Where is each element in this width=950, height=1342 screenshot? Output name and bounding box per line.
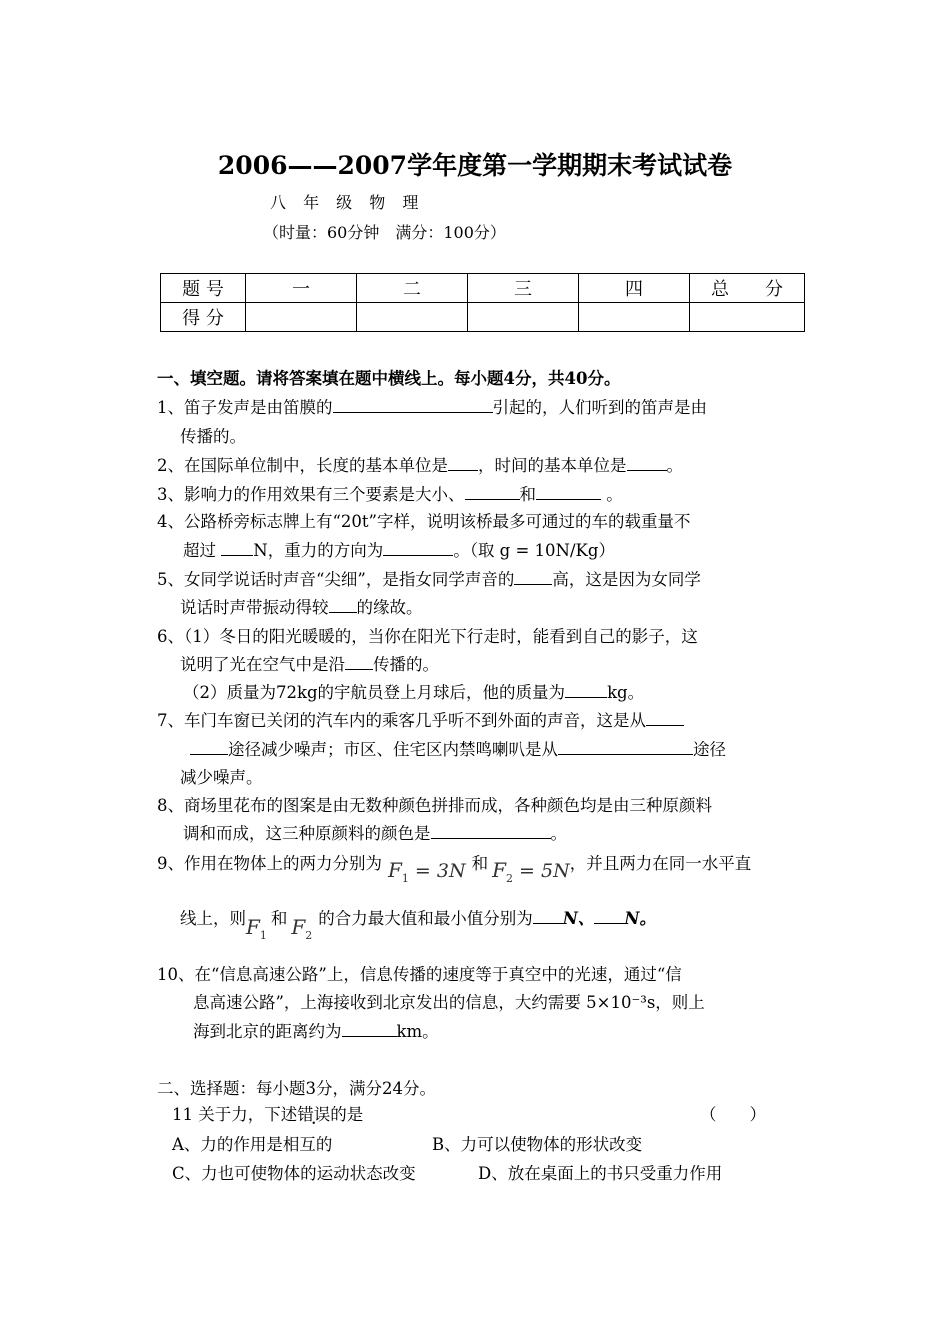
answer-blank[interactable] [383, 539, 453, 556]
text: = 5N [513, 860, 570, 882]
text: 。（取 g = 10N/Kg） [453, 541, 615, 560]
text: kg。 [607, 683, 645, 702]
text: 和 [471, 854, 489, 873]
question-11 [172, 1101, 363, 1125]
option-c[interactable]: C、力也可使物体的运动状态改变 [172, 1164, 416, 1183]
text: 。 [550, 824, 567, 843]
answer-blank[interactable] [190, 738, 228, 755]
score-cell[interactable] [357, 303, 468, 332]
answer-blank[interactable] [221, 539, 253, 556]
text: 和 [270, 909, 288, 928]
answer-blank[interactable] [646, 709, 684, 726]
question-4-cont [183, 537, 615, 561]
text: （2）质量为72kg的宇航员登上月球后，他的质量为 [183, 683, 566, 702]
text: 线上，则 [180, 909, 246, 928]
option-d[interactable]: D、放在桌面上的书只受重力作用 [478, 1164, 723, 1183]
text: 。 [601, 485, 623, 504]
text: 海到北京的距离约为 [193, 1022, 342, 1041]
text: 2、在国际单位制中，长度的基本单位是 [157, 456, 448, 475]
question-6: 6、（1）冬日的阳光暖暖的，当你在阳光下行走时，能看到自己的影子，这 [157, 627, 698, 646]
question-7-cont [190, 736, 726, 760]
question-4: 4、公路桥旁标志牌上有“20t”字样，说明该桥最多可通过的车的载重量不 [157, 512, 691, 531]
question-10-cont2 [193, 1018, 439, 1042]
answer-blank[interactable] [333, 396, 493, 413]
score-cell[interactable] [468, 303, 579, 332]
text: 5、女同学说话时声音“尖细”，是指女同学声音的 [157, 570, 515, 589]
text: 说话时声带振动得较 [180, 598, 329, 617]
text: 说明了光在空气中是沿 [180, 655, 345, 674]
text: km。 [396, 1022, 439, 1041]
question-8: 8、商场里花布的图案是由无数种颜色拼排而成，各种颜色均是由三种原颜料 [157, 796, 712, 815]
text: F [492, 858, 506, 882]
question-1-cont: 传播的。 [180, 427, 246, 446]
answer-blank[interactable] [627, 454, 667, 471]
formula-f1 [246, 915, 267, 942]
section2-heading: 二、选择题：每小题3分，满分24分。 [157, 1079, 436, 1098]
text: N，重力的方向为 [253, 541, 384, 560]
answer-blank[interactable] [558, 738, 693, 755]
question-7-cont2: 减少噪声。 [180, 768, 263, 787]
time-score: （时量：60分钟 满分：100分） [263, 223, 506, 242]
text: 的是 [330, 1105, 364, 1124]
text: 7、车门车窗已关闭的汽车内的乘客几乎听不到外面的声音，这是从 [157, 711, 646, 730]
text: 3、影响力的作用效果有三个要素是大小、 [157, 485, 465, 504]
text: 11 关于力，下述 [172, 1105, 298, 1124]
question-2 [157, 452, 683, 476]
text: 1 [259, 929, 267, 942]
table-cell: 二 [357, 274, 468, 303]
table-row [161, 303, 805, 332]
answer-blank[interactable] [342, 1020, 397, 1037]
answer-blank[interactable] [465, 483, 520, 500]
table-cell: 四 [579, 274, 690, 303]
text: 和 [519, 485, 536, 504]
question-8-cont [183, 820, 567, 844]
answer-blank[interactable] [594, 907, 624, 924]
text: 1、笛子发声是由笛膜的 [157, 398, 333, 417]
text: ，并且两力在同一水平直 [569, 854, 752, 873]
answer-blank[interactable] [431, 822, 551, 839]
score-cell[interactable] [690, 303, 805, 332]
question-6-cont [180, 651, 439, 675]
text: 调和而成，这三种原颜料的颜色是 [183, 824, 431, 843]
table-cell: 总 分 [690, 274, 805, 303]
answer-blank[interactable] [533, 907, 563, 924]
table-cell: 得 分 [161, 303, 246, 332]
text: 的合力最大值和最小值分别为 [318, 909, 533, 928]
answer-blank[interactable] [514, 568, 552, 585]
text: N。 [624, 909, 656, 928]
question-5-cont [180, 594, 423, 618]
score-cell[interactable] [579, 303, 690, 332]
formula-f2 [492, 858, 570, 885]
emphasis-text: 错误 [297, 1105, 331, 1124]
question-5 [157, 566, 701, 590]
question-6-part2 [183, 679, 644, 703]
text: = 3N [408, 860, 466, 882]
text: ，时间的基本单位是 [478, 456, 627, 475]
answer-blank[interactable] [448, 454, 478, 471]
option-b[interactable]: B、力可以使物体的形状改变 [432, 1135, 643, 1154]
text: 超过 [183, 541, 222, 560]
answer-bracket[interactable]: （ ） [700, 1105, 766, 1124]
score-cell[interactable] [246, 303, 357, 332]
text: F [291, 915, 306, 939]
page-title: 2006——2007学年度第一学期期末考试试卷 [217, 151, 733, 180]
table-cell: 一 [246, 274, 357, 303]
section1-heading: 一、填空题。请将答案填在题中横线上。每小题4分，共40分。 [157, 369, 621, 388]
answer-blank[interactable] [329, 596, 357, 613]
text: 2 [506, 872, 513, 885]
table-cell: 题 号 [161, 274, 246, 303]
question-9 [157, 850, 752, 885]
score-table [160, 273, 805, 332]
text: F [246, 915, 260, 939]
text: 途径 [693, 740, 726, 759]
formula-f2 [291, 915, 313, 942]
answer-blank[interactable] [345, 653, 373, 670]
text: F [388, 858, 402, 882]
question-10: 10、在“信息高速公路”上，信息传播的速度等于真空中的光速，通过“信 [157, 965, 682, 984]
text: 1 [401, 872, 409, 885]
formula-f1 [388, 858, 466, 885]
question-10-cont: 息高速公路”，上海接收到北京发出的信息，大约需要 5×10⁻³s，则上 [193, 993, 705, 1012]
text: 高，这是因为女同学 [552, 570, 701, 589]
question-1 [157, 394, 707, 418]
text: N、 [562, 909, 595, 928]
question-3 [157, 481, 623, 505]
table-row [161, 274, 805, 303]
text: 引起的，人们听到的笛声是由 [492, 398, 707, 417]
text: 的缘故。 [356, 598, 423, 617]
option-a[interactable]: A、力的作用是相互的 [172, 1135, 333, 1154]
text: 。 [666, 456, 683, 475]
text: 2 [305, 929, 313, 942]
table-cell: 三 [468, 274, 579, 303]
text: 传播的。 [373, 655, 439, 674]
text: 途径减少噪声；市区、住宅区内禁鸣喇叭是从 [228, 740, 558, 759]
answer-blank[interactable] [536, 483, 601, 500]
answer-blank[interactable] [565, 681, 607, 698]
question-7 [157, 707, 684, 731]
question-9-cont [180, 905, 656, 942]
grade-subject: 八 年 级 物 理 [270, 193, 425, 212]
text: 9、作用在物体上的两力分别为 [157, 854, 382, 873]
